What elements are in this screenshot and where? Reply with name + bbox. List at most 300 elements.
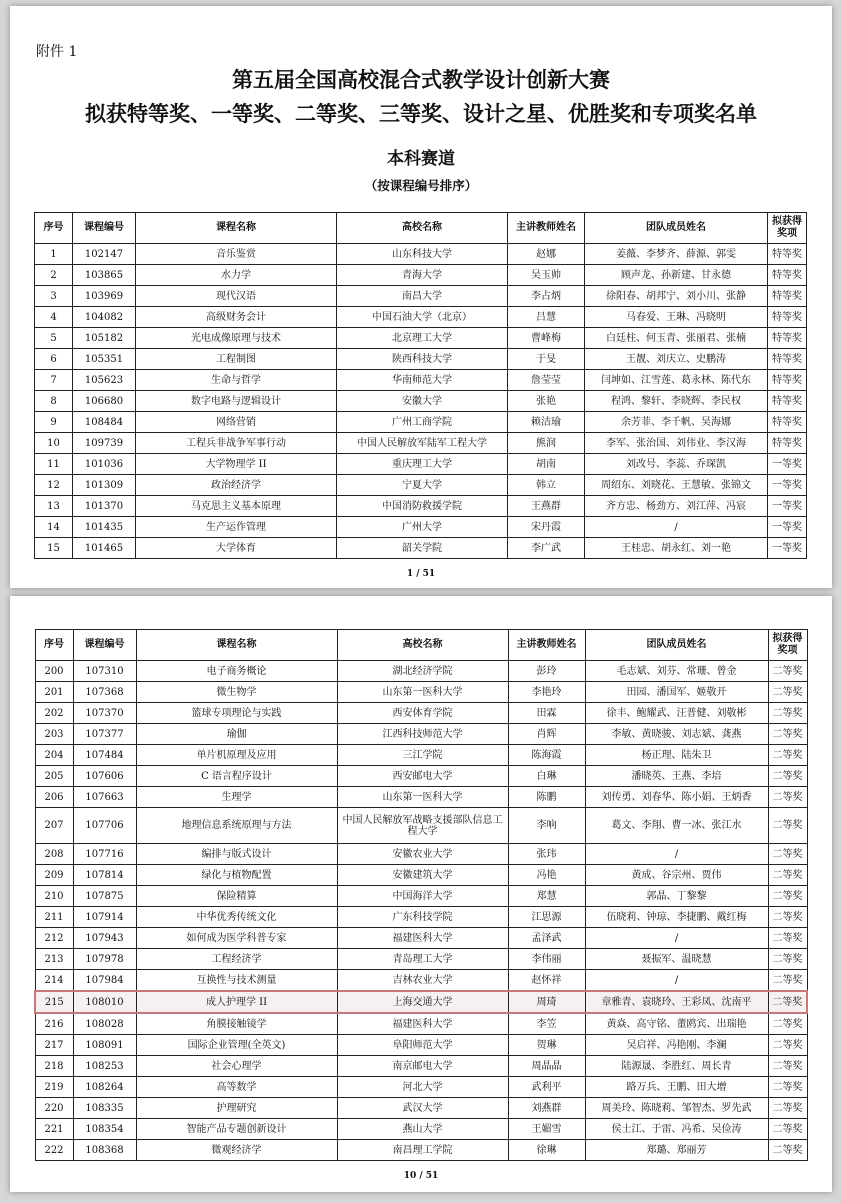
course-name-cell: 生理学 (136, 787, 337, 808)
table-row (35, 865, 807, 886)
award-cell: 二等奖 (768, 1056, 807, 1077)
seq-cell: 9 (35, 412, 73, 433)
table-row (35, 724, 807, 745)
course-name-cell: 高级财务会计 (136, 307, 337, 328)
team-members-cell: / (585, 844, 768, 865)
university-cell: 南昌理工学院 (337, 1140, 508, 1161)
column-header-team-members: 团队成员姓名 (585, 630, 768, 661)
course-name-cell: 电子商务概论 (136, 661, 337, 682)
team-members-cell: 郑璐、郑丽芳 (585, 1140, 768, 1161)
team-members-cell: 闫坤如、江雪莲、葛永林、陈代东 (585, 370, 768, 391)
team-members-cell: 郭晶、丁黎黎 (585, 886, 768, 907)
university-cell: 山东第一医科大学 (337, 682, 508, 703)
table-row (35, 1035, 807, 1056)
column-header-university: 高校名称 (337, 213, 508, 244)
team-members-cell: 徐阳春、胡邦宁、刘小川、张静 (585, 286, 768, 307)
course-code-cell: 106680 (73, 391, 136, 412)
seq-cell: 207 (35, 808, 73, 844)
award-cell: 特等奖 (768, 391, 807, 412)
lead-teacher-cell: 王燕群 (508, 496, 585, 517)
seq-cell: 206 (35, 787, 73, 808)
table-row (35, 808, 807, 844)
seq-cell: 203 (35, 724, 73, 745)
course-name-cell: C 语言程序设计 (136, 766, 337, 787)
course-code-cell: 108368 (73, 1140, 136, 1161)
table-row (35, 886, 807, 907)
column-header-seq: 序号 (35, 213, 73, 244)
table-row (35, 538, 807, 559)
column-header-course-name: 课程名称 (136, 630, 337, 661)
university-cell: 青海大学 (337, 265, 508, 286)
award-cell: 一等奖 (768, 517, 807, 538)
award-cell: 二等奖 (768, 949, 807, 970)
award-cell: 二等奖 (768, 1077, 807, 1098)
university-cell: 三江学院 (337, 745, 508, 766)
course-code-cell: 108484 (73, 412, 136, 433)
award-cell: 二等奖 (768, 886, 807, 907)
seq-cell: 8 (35, 391, 73, 412)
team-members-cell: 刘传勇、刘春华、陈小娟、王炳香 (585, 787, 768, 808)
university-cell: 吉林农业大学 (337, 970, 508, 992)
seq-cell: 220 (35, 1098, 73, 1119)
team-members-cell: 毛志斌、刘芬、常珊、曾金 (585, 661, 768, 682)
lead-teacher-cell: 贺琳 (508, 1035, 585, 1056)
table-row (35, 328, 807, 349)
university-cell: 山东科技大学 (337, 244, 508, 265)
seq-cell: 2 (35, 265, 73, 286)
team-members-cell: 吴启祥、冯艳刚、李澜 (585, 1035, 768, 1056)
team-members-cell: 王靓、刘庆立、史鹏涛 (585, 349, 768, 370)
award-cell: 二等奖 (768, 1140, 807, 1161)
table-row (35, 349, 807, 370)
column-header-team-members: 团队成员姓名 (585, 213, 768, 244)
seq-cell: 10 (35, 433, 73, 454)
university-cell: 韶关学院 (337, 538, 508, 559)
award-cell: 一等奖 (768, 496, 807, 517)
university-cell: 中国石油大学（北京） (337, 307, 508, 328)
team-members-cell: 李军、张治国、刘伟业、李汉海 (585, 433, 768, 454)
course-code-cell: 107984 (73, 970, 136, 992)
course-name-cell: 编排与版式设计 (136, 844, 337, 865)
award-cell: 二等奖 (768, 724, 807, 745)
course-code-cell: 108253 (73, 1056, 136, 1077)
course-name-cell: 如何成为医学科普专家 (136, 928, 337, 949)
university-cell: 广州大学 (337, 517, 508, 538)
course-name-cell: 音乐鉴赏 (136, 244, 337, 265)
course-name-cell: 绿化与植物配置 (136, 865, 337, 886)
lead-teacher-cell: 王媚雪 (508, 1119, 585, 1140)
lead-teacher-cell: 白琳 (508, 766, 585, 787)
page-number: 1 / 51 (406, 569, 436, 579)
table-row (35, 1119, 807, 1140)
lead-teacher-cell: 于旻 (508, 349, 585, 370)
university-cell: 广州工商学院 (337, 412, 508, 433)
table-row (35, 928, 807, 949)
lead-teacher-cell: 吕慧 (508, 307, 585, 328)
seq-cell: 213 (35, 949, 73, 970)
course-code-cell: 108264 (73, 1077, 136, 1098)
team-members-cell: 徐丰、鲍耀武、汪普健、刘敬彬 (585, 703, 768, 724)
university-cell: 西安邮电大学 (337, 766, 508, 787)
lead-teacher-cell: 武利平 (508, 1077, 585, 1098)
course-code-cell: 108335 (73, 1098, 136, 1119)
award-cell: 二等奖 (768, 928, 807, 949)
course-code-cell: 102147 (73, 244, 136, 265)
track-heading: 本科赛道 (387, 149, 455, 169)
table-row (35, 661, 807, 682)
table-row (35, 703, 807, 724)
seq-cell: 202 (35, 703, 73, 724)
course-code-cell: 104082 (73, 307, 136, 328)
course-code-cell: 105182 (73, 328, 136, 349)
course-code-cell: 107706 (73, 808, 136, 844)
document-page-1 (10, 6, 832, 588)
course-name-cell: 工程制图 (136, 349, 337, 370)
course-name-cell: 生命与哲学 (136, 370, 337, 391)
award-cell: 特等奖 (768, 433, 807, 454)
lead-teacher-cell: 刘燕群 (508, 1098, 585, 1119)
team-members-cell: 刘改号、李蕊、乔琛凯 (585, 454, 768, 475)
course-name-cell: 国际企业管理(全英文) (136, 1035, 337, 1056)
attachment-label: 附件 1 (36, 44, 78, 60)
lead-teacher-cell: 张玮 (508, 844, 585, 865)
course-code-cell: 107875 (73, 886, 136, 907)
course-name-cell: 护理研究 (136, 1098, 337, 1119)
team-members-cell: 李敏、黄晓骏、刘志斌、龚燕 (585, 724, 768, 745)
seq-cell: 215 (35, 991, 73, 1013)
course-name-cell: 高等数学 (136, 1077, 337, 1098)
award-cell: 二等奖 (768, 808, 807, 844)
award-cell: 特等奖 (768, 370, 807, 391)
team-members-cell: 葛文、李翔、曹一冰、张江水 (585, 808, 768, 844)
column-header-course-name: 课程名称 (136, 213, 337, 244)
team-members-cell: / (585, 970, 768, 992)
course-name-cell: 网络营销 (136, 412, 337, 433)
seq-cell: 15 (35, 538, 73, 559)
course-code-cell: 107978 (73, 949, 136, 970)
team-members-cell: 陆源晟、李胜红、周长青 (585, 1056, 768, 1077)
course-name-cell: 马克思主义基本原理 (136, 496, 337, 517)
awards-table-page-1 (34, 212, 807, 559)
table-row (35, 307, 807, 328)
course-code-cell: 107663 (73, 787, 136, 808)
table-body (35, 661, 807, 1161)
award-cell: 二等奖 (768, 991, 807, 1013)
course-name-cell: 保险精算 (136, 886, 337, 907)
seq-cell: 211 (35, 907, 73, 928)
team-members-cell: 周绍东、刘晓花、王慧敏、张锦文 (585, 475, 768, 496)
university-cell: 武汉大学 (337, 1098, 508, 1119)
table-row (35, 1056, 807, 1077)
university-cell: 青岛理工大学 (337, 949, 508, 970)
table-row (35, 970, 807, 992)
course-name-cell: 微观经济学 (136, 1140, 337, 1161)
team-members-cell: 伍晓莉、钟琼、李捷鹏、戴红梅 (585, 907, 768, 928)
course-code-cell: 108010 (73, 991, 136, 1013)
table-row (35, 517, 807, 538)
seq-cell: 209 (35, 865, 73, 886)
course-name-cell: 瑜伽 (136, 724, 337, 745)
table-row (35, 412, 807, 433)
course-code-cell: 103865 (73, 265, 136, 286)
lead-teacher-cell: 曹峰梅 (508, 328, 585, 349)
seq-cell: 6 (35, 349, 73, 370)
team-members-cell: 姜薇、李梦齐、薛源、郭雯 (585, 244, 768, 265)
seq-cell: 212 (35, 928, 73, 949)
university-cell: 陕西科技大学 (337, 349, 508, 370)
course-name-cell: 微生物学 (136, 682, 337, 703)
team-members-cell: / (585, 928, 768, 949)
course-code-cell: 103969 (73, 286, 136, 307)
table-row (35, 265, 807, 286)
course-code-cell: 107943 (73, 928, 136, 949)
sort-note: （按课程编号排序） (364, 178, 478, 193)
course-code-cell: 107370 (73, 703, 136, 724)
team-members-cell: 周美玲、陈晓莉、邹智杰、罗先武 (585, 1098, 768, 1119)
seq-cell: 4 (35, 307, 73, 328)
university-cell: 中国消防救援学院 (337, 496, 508, 517)
table-body (35, 244, 807, 559)
university-cell: 上海交通大学 (337, 991, 508, 1013)
column-header-award: 拟获得奖项 (768, 630, 807, 661)
award-cell: 特等奖 (768, 412, 807, 433)
award-cell: 特等奖 (768, 307, 807, 328)
course-name-cell: 中华优秀传统文化 (136, 907, 337, 928)
award-cell: 特等奖 (768, 244, 807, 265)
table-row (35, 433, 807, 454)
university-cell: 西安体育学院 (337, 703, 508, 724)
university-cell: 河北大学 (337, 1077, 508, 1098)
university-cell: 南京邮电大学 (337, 1056, 508, 1077)
team-members-cell: 王桂忠、胡永红、刘一艳 (585, 538, 768, 559)
table-row (35, 1098, 807, 1119)
university-cell: 北京理工大学 (337, 328, 508, 349)
university-cell: 福建医科大学 (337, 928, 508, 949)
course-code-cell: 107484 (73, 745, 136, 766)
team-members-cell: 顾声龙、孙新建、甘永德 (585, 265, 768, 286)
lead-teacher-cell: 肖辉 (508, 724, 585, 745)
course-name-cell: 光电成像原理与技术 (136, 328, 337, 349)
lead-teacher-cell: 李广武 (508, 538, 585, 559)
course-code-cell: 107716 (73, 844, 136, 865)
seq-cell: 13 (35, 496, 73, 517)
award-cell: 特等奖 (768, 286, 807, 307)
course-name-cell: 成人护理学 II (136, 991, 337, 1013)
course-name-cell: 单片机原理及应用 (136, 745, 337, 766)
seq-cell: 219 (35, 1077, 73, 1098)
course-code-cell: 108354 (73, 1119, 136, 1140)
team-members-cell: 潘晓英、王燕、李培 (585, 766, 768, 787)
table-row (35, 1013, 807, 1035)
university-cell: 山东第一医科大学 (337, 787, 508, 808)
university-cell: 安徽农业大学 (337, 844, 508, 865)
university-cell: 燕山大学 (337, 1119, 508, 1140)
university-cell: 重庆理工大学 (337, 454, 508, 475)
table-row (35, 475, 807, 496)
team-members-cell: 路万兵、王鹏、田大增 (585, 1077, 768, 1098)
team-members-cell: 白廷柱、何玉青、张丽君、张楠 (585, 328, 768, 349)
lead-teacher-cell: 冯艳 (508, 865, 585, 886)
table-row (35, 907, 807, 928)
table-row (35, 1140, 807, 1161)
table-row (35, 1077, 807, 1098)
award-cell: 二等奖 (768, 787, 807, 808)
table-row (35, 496, 807, 517)
lead-teacher-cell: 赵娜 (508, 244, 585, 265)
lead-teacher-cell: 田霖 (508, 703, 585, 724)
table-row (35, 766, 807, 787)
lead-teacher-cell: 周琦 (508, 991, 585, 1013)
course-code-cell: 109739 (73, 433, 136, 454)
seq-cell: 14 (35, 517, 73, 538)
document-title-line-1: 第五届全国高校混合式教学设计创新大赛 (232, 67, 610, 92)
award-cell: 一等奖 (768, 454, 807, 475)
seq-cell: 200 (35, 661, 73, 682)
course-code-cell: 105623 (73, 370, 136, 391)
course-name-cell: 现代汉语 (136, 286, 337, 307)
awards-table-page-10 (34, 629, 808, 1161)
table-row (35, 244, 807, 265)
lead-teacher-cell: 李笠 (508, 1013, 585, 1035)
award-cell: 特等奖 (768, 265, 807, 286)
lead-teacher-cell: 周晶晶 (508, 1056, 585, 1077)
lead-teacher-cell: 彭玲 (508, 661, 585, 682)
table-row (35, 745, 807, 766)
course-code-cell: 107606 (73, 766, 136, 787)
course-name-cell: 数字电路与逻辑设计 (136, 391, 337, 412)
table-row (35, 391, 807, 412)
lead-teacher-cell: 陈鹏 (508, 787, 585, 808)
university-cell: 福建医科大学 (337, 1013, 508, 1035)
course-name-cell: 篮球专项理论与实践 (136, 703, 337, 724)
award-cell: 二等奖 (768, 1035, 807, 1056)
team-members-cell: 黄成、谷宗州、贾伟 (585, 865, 768, 886)
course-code-cell: 107914 (73, 907, 136, 928)
course-code-cell: 107310 (73, 661, 136, 682)
award-cell: 二等奖 (768, 703, 807, 724)
course-code-cell: 101435 (73, 517, 136, 538)
lead-teacher-cell: 江思源 (508, 907, 585, 928)
university-cell: 安徽建筑大学 (337, 865, 508, 886)
lead-teacher-cell: 陈海霞 (508, 745, 585, 766)
seq-cell: 222 (35, 1140, 73, 1161)
lead-teacher-cell: 李艳玲 (508, 682, 585, 703)
university-cell: 湖北经济学院 (337, 661, 508, 682)
lead-teacher-cell: 熊润 (508, 433, 585, 454)
course-name-cell: 互换性与技术测量 (136, 970, 337, 992)
lead-teacher-cell: 韩立 (508, 475, 585, 496)
university-cell: 江西科技师范大学 (337, 724, 508, 745)
award-cell: 二等奖 (768, 745, 807, 766)
document-page-10 (10, 596, 832, 1192)
award-cell: 二等奖 (768, 682, 807, 703)
course-name-cell: 智能产品专题创新设计 (136, 1119, 337, 1140)
table-header-row (35, 630, 807, 661)
table-row (35, 454, 807, 475)
lead-teacher-cell: 詹莹莹 (508, 370, 585, 391)
document-title-line-2: 拟获特等奖、一等奖、二等奖、三等奖、设计之星、优胜奖和专项奖名单 (85, 101, 757, 126)
course-name-cell: 政治经济学 (136, 475, 337, 496)
course-code-cell: 107377 (73, 724, 136, 745)
table-row-highlighted (35, 991, 807, 1013)
award-cell: 二等奖 (768, 1098, 807, 1119)
team-members-cell: 马春爱、王琳、冯晓明 (585, 307, 768, 328)
course-code-cell: 101465 (73, 538, 136, 559)
lead-teacher-cell: 孟泽武 (508, 928, 585, 949)
team-members-cell: 黄焱、高守铭、董鸥宾、出瑞艳 (585, 1013, 768, 1035)
lead-teacher-cell: 胡南 (508, 454, 585, 475)
seq-cell: 201 (35, 682, 73, 703)
university-cell: 阜阳师范大学 (337, 1035, 508, 1056)
team-members-cell: 田园、潘国军、姬敬开 (585, 682, 768, 703)
table-row (35, 787, 807, 808)
award-cell: 特等奖 (768, 328, 807, 349)
team-members-cell: 侯士江、于雷、冯希、吴俭涛 (585, 1119, 768, 1140)
team-members-cell: 聂振军、温晓慧 (585, 949, 768, 970)
seq-cell: 217 (35, 1035, 73, 1056)
university-cell: 宁夏大学 (337, 475, 508, 496)
table-row (35, 286, 807, 307)
lead-teacher-cell: 李响 (508, 808, 585, 844)
column-header-course-code: 课程编号 (73, 213, 136, 244)
award-cell: 二等奖 (768, 844, 807, 865)
course-name-cell: 地理信息系统原理与方法 (136, 808, 337, 844)
course-name-cell: 工程兵非战争军事行动 (136, 433, 337, 454)
table-row (35, 949, 807, 970)
seq-cell: 12 (35, 475, 73, 496)
course-name-cell: 大学体育 (136, 538, 337, 559)
table-row (35, 844, 807, 865)
university-cell: 广东科技学院 (337, 907, 508, 928)
course-name-cell: 角膜接触镜学 (136, 1013, 337, 1035)
course-name-cell: 水力学 (136, 265, 337, 286)
seq-cell: 216 (35, 1013, 73, 1035)
course-code-cell: 101036 (73, 454, 136, 475)
seq-cell: 205 (35, 766, 73, 787)
team-members-cell: / (585, 517, 768, 538)
column-header-lead-teacher: 主讲教师姓名 (508, 213, 585, 244)
seq-cell: 3 (35, 286, 73, 307)
award-cell: 一等奖 (768, 538, 807, 559)
course-name-cell: 工程经济学 (136, 949, 337, 970)
course-code-cell: 101309 (73, 475, 136, 496)
university-cell: 中国海洋大学 (337, 886, 508, 907)
university-cell: 中国人民解放军陆军工程大学 (337, 433, 508, 454)
course-name-cell: 社会心理学 (136, 1056, 337, 1077)
course-code-cell: 108091 (73, 1035, 136, 1056)
course-name-cell: 生产运作管理 (136, 517, 337, 538)
university-cell: 南昌大学 (337, 286, 508, 307)
seq-cell: 214 (35, 970, 73, 992)
table-row (35, 370, 807, 391)
lead-teacher-cell: 徐琳 (508, 1140, 585, 1161)
course-code-cell: 105351 (73, 349, 136, 370)
course-code-cell: 107368 (73, 682, 136, 703)
course-code-cell: 101370 (73, 496, 136, 517)
course-code-cell: 108028 (73, 1013, 136, 1035)
column-header-award: 拟获得奖项 (768, 213, 807, 244)
seq-cell: 7 (35, 370, 73, 391)
seq-cell: 221 (35, 1119, 73, 1140)
award-cell: 二等奖 (768, 766, 807, 787)
lead-teacher-cell: 郑慧 (508, 886, 585, 907)
university-cell: 华南师范大学 (337, 370, 508, 391)
team-members-cell: 余芳菲、李千帆、吴海娜 (585, 412, 768, 433)
award-cell: 二等奖 (768, 865, 807, 886)
award-cell: 二等奖 (768, 1013, 807, 1035)
lead-teacher-cell: 李占炳 (508, 286, 585, 307)
award-cell: 二等奖 (768, 1119, 807, 1140)
